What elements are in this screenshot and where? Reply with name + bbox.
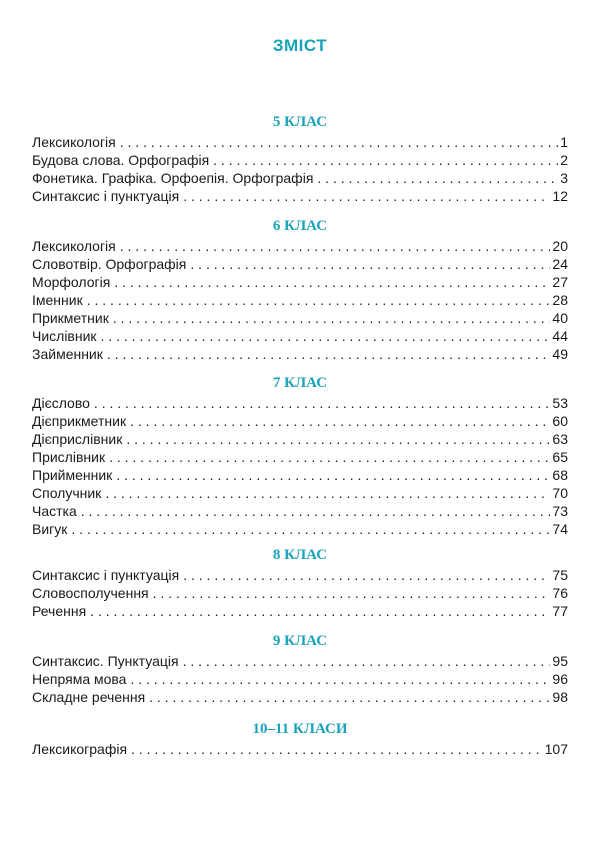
toc-entry-label: Словотвір. Орфографія	[32, 256, 187, 272]
toc-entry[interactable]	[32, 688, 568, 706]
toc-entry-page: 68	[552, 467, 568, 483]
toc-entry[interactable]	[32, 520, 568, 538]
toc-entry[interactable]	[32, 273, 568, 291]
leader-dots	[120, 133, 558, 151]
toc-entry[interactable]	[32, 187, 568, 205]
leader-dots	[101, 327, 551, 345]
page-title: ЗМІСТ	[272, 36, 328, 55]
leader-dots	[130, 412, 550, 430]
toc-entry-label: Іменник	[32, 292, 83, 308]
toc-entry-label: Дієслово	[32, 395, 90, 411]
toc-entry-label: Словосполучення	[32, 585, 149, 601]
toc-entry-label: Будова слова. Орфографія	[32, 152, 210, 168]
toc-entry-page: 74	[552, 521, 568, 537]
toc-entry-page: 12	[552, 188, 568, 204]
leader-dots	[113, 309, 551, 327]
toc-entry-page: 27	[552, 274, 568, 290]
toc-entry[interactable]	[32, 584, 568, 602]
section-heading: 9 КЛАС	[272, 633, 328, 649]
toc-entry-label: Займенник	[32, 346, 103, 362]
toc-entry-page: 3	[560, 170, 568, 186]
toc-entry-label: Лексикологія	[32, 238, 116, 254]
toc-entry[interactable]	[32, 430, 568, 448]
toc-entry[interactable]	[32, 502, 568, 520]
toc-entry[interactable]	[32, 448, 568, 466]
toc-section-grade-9	[32, 632, 568, 706]
toc-entry[interactable]	[32, 394, 568, 412]
toc-entry[interactable]	[32, 151, 568, 169]
toc-section-grade-8	[32, 546, 568, 620]
toc-entry-label: Фонетика. Графіка. Орфоепія. Орфографія	[32, 170, 314, 186]
toc-entry-label: Прийменник	[32, 467, 113, 483]
toc-entry[interactable]	[32, 255, 568, 273]
toc-entry[interactable]	[32, 566, 568, 584]
toc-entry-page: 73	[552, 503, 568, 519]
toc-entry-label: Синтаксис і пунктуація	[32, 567, 180, 583]
leader-dots	[183, 652, 551, 670]
toc-entry[interactable]	[32, 652, 568, 670]
toc-entry-page: 28	[552, 292, 568, 308]
toc-entry[interactable]	[32, 484, 568, 502]
leader-dots	[317, 169, 558, 187]
toc-entry-page: 107	[544, 741, 568, 757]
toc-entry-label: Прикметник	[32, 310, 109, 326]
toc-entry-label: Дієприкметник	[32, 413, 127, 429]
leader-dots	[94, 394, 551, 412]
leader-dots	[213, 151, 558, 169]
toc-entry[interactable]	[32, 327, 568, 345]
leader-dots	[81, 502, 551, 520]
section-heading: 8 КЛАС	[272, 547, 328, 563]
leader-dots	[183, 187, 550, 205]
toc-entry[interactable]	[32, 169, 568, 187]
toc-entry-page: 40	[552, 310, 568, 326]
toc-section-grade-6	[32, 217, 568, 363]
section-heading: 7 КЛАС	[272, 375, 328, 391]
toc-entry-label: Сполучник	[32, 485, 102, 501]
toc-entry-page: 24	[552, 256, 568, 272]
leader-dots	[130, 670, 550, 688]
toc-entry-label: Прислівник	[32, 449, 106, 465]
toc-entry-page: 20	[552, 238, 568, 254]
toc-entry-page: 49	[552, 346, 568, 362]
toc-entry-page: 1	[560, 134, 568, 150]
toc-entry-label: Вигук	[32, 521, 68, 537]
toc-entry-label: Складне речення	[32, 689, 146, 705]
leader-dots	[126, 430, 550, 448]
toc-entry-page: 53	[552, 395, 568, 411]
toc-entry-label: Частка	[32, 503, 77, 519]
section-heading: 6 КЛАС	[272, 218, 328, 234]
leader-dots	[90, 602, 550, 620]
toc-entry-label: Лексикографія	[32, 741, 128, 757]
toc-entry-label: Лексикологія	[32, 134, 116, 150]
toc-entry[interactable]	[32, 237, 568, 255]
toc-section-grade-5	[32, 113, 568, 205]
toc-entry-label: Непряма мова	[32, 671, 127, 687]
toc-entry-label: Числівник	[32, 328, 97, 344]
leader-dots	[153, 584, 551, 602]
toc-entry[interactable]	[32, 291, 568, 309]
toc-entry[interactable]	[32, 602, 568, 620]
section-heading: 5 КЛАС	[272, 114, 328, 130]
leader-dots	[190, 255, 550, 273]
toc-entry-page: 76	[552, 585, 568, 601]
leader-dots	[120, 237, 551, 255]
toc-entry-page: 95	[552, 653, 568, 669]
toc-entry[interactable]	[32, 345, 568, 363]
toc-section-grade-10-11	[32, 720, 568, 758]
leader-dots	[149, 688, 550, 706]
leader-dots	[131, 740, 543, 758]
toc-entry[interactable]	[32, 740, 568, 758]
toc-entry-label: Дієприслівник	[32, 431, 123, 447]
leader-dots	[109, 448, 550, 466]
toc-entry-page: 60	[552, 413, 568, 429]
leader-dots	[71, 520, 550, 538]
section-heading: 10–11 КЛАСИ	[252, 721, 348, 737]
leader-dots	[87, 291, 551, 309]
toc-entry-page: 77	[552, 603, 568, 619]
leader-dots	[105, 484, 550, 502]
toc-entry-page: 75	[552, 567, 568, 583]
toc-entry[interactable]	[32, 466, 568, 484]
toc-entry-page: 63	[552, 431, 568, 447]
toc-entry-page: 98	[552, 689, 568, 705]
toc-entry-page: 2	[560, 152, 568, 168]
toc-entry-page: 96	[552, 671, 568, 687]
toc-entry-page: 70	[552, 485, 568, 501]
toc-entry-label: Синтаксис і пунктуація	[32, 188, 180, 204]
toc-entry-label: Речення	[32, 603, 87, 619]
toc-entry-label: Синтаксис. Пунктуація	[32, 653, 179, 669]
leader-dots	[183, 566, 550, 584]
toc-entry-label: Морфологія	[32, 274, 111, 290]
toc-entry-page: 65	[552, 449, 568, 465]
leader-dots	[116, 466, 550, 484]
toc-entry-page: 44	[552, 328, 568, 344]
leader-dots	[114, 273, 550, 291]
toc-entry[interactable]	[32, 309, 568, 327]
toc-entry[interactable]	[32, 412, 568, 430]
leader-dots	[107, 345, 551, 363]
toc-entry[interactable]	[32, 133, 568, 151]
toc-entry[interactable]	[32, 670, 568, 688]
toc-section-grade-7	[32, 374, 568, 538]
